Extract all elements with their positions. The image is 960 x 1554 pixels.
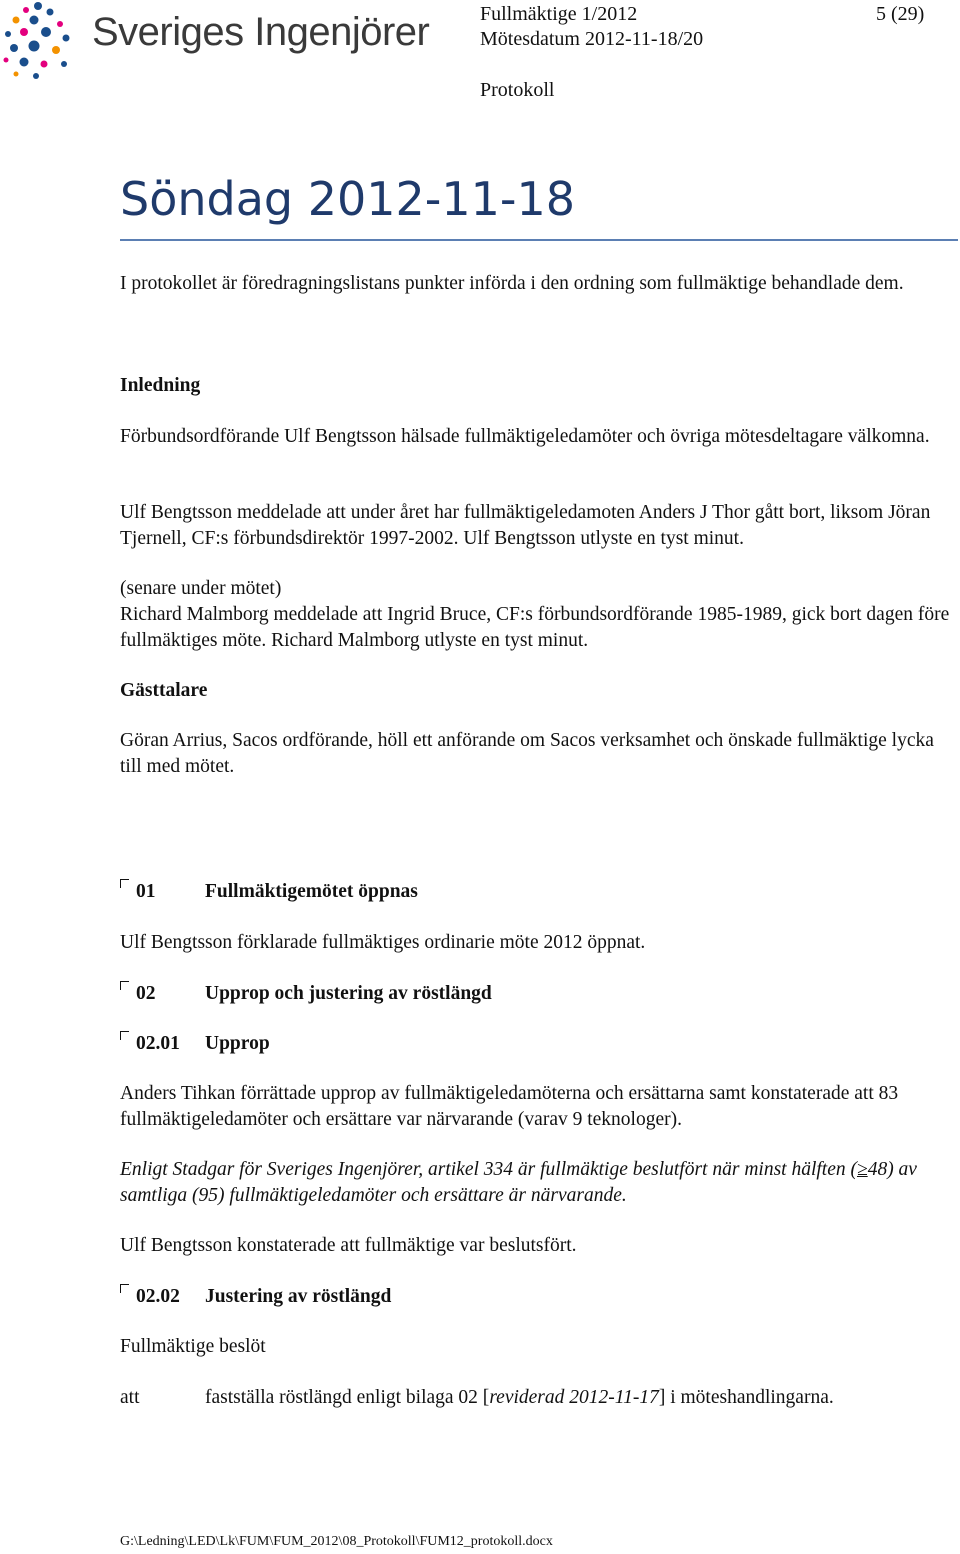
quote-text: Enligt Stadgar för Sveriges Ingenjörer, artikel 334 är fullmäktige beslutfört när minst hälften ( — [120, 1159, 857, 1180]
heading-marker — [120, 879, 129, 888]
item-number: 02.02 — [136, 1286, 180, 1307]
item-title: Upprop och justering av röstlängd — [205, 983, 492, 1004]
paragraph: Göran Arrius, Sacos ordförande, höll ett anförande om Sacos verksamhet och önskade fullmäktige lycka till med mötet. — [120, 730, 934, 777]
paragraph: Förbundsordförande Ulf Bengtsson hälsade fullmäktigeledamöter och övriga mötesdeltagare välkomna. — [120, 426, 930, 447]
decision-part: fastställa röstlängd enligt bilaga 02 [ — [205, 1387, 490, 1408]
item-number: 02 — [136, 983, 156, 1004]
quote-symbol: ≥ — [856, 1159, 868, 1180]
heading-marker — [120, 1031, 129, 1040]
document-type: Protokoll — [480, 79, 555, 101]
logo-wordmark: Sveriges Ingenjörer — [92, 10, 430, 54]
paragraph: Anders Tihkan förrättade upprop av fullmäktigeledamöterna och ersättarna samt konstaterade att 83 fullmäktigeledamöter och ersättare var närvarande (varav 9 teknologer). — [120, 1083, 899, 1130]
page-title: Söndag 2012-11-18 — [120, 172, 576, 226]
statute-quote — [120, 1157, 950, 1209]
paragraph: Ulf Bengtsson förklarade fullmäktiges ordinarie möte 2012 öppnat. — [120, 932, 646, 953]
meeting-dates: Mötesdatum 2012-11-18/20 — [480, 28, 704, 50]
decision-line — [120, 1385, 950, 1411]
intro-paragraph: I protokollet är föredragningslistans punkter införda i den ordning som fullmäktige behandlade dem. — [120, 273, 904, 294]
decision-att: att — [120, 1387, 140, 1408]
paragraph — [120, 576, 950, 654]
footer-file-path: G:\Ledning\LED\Lk\FUM\FUM_2012\08_Protokoll\FUM12_protokoll.docx — [120, 1534, 553, 1549]
item-number: 02.01 — [136, 1033, 180, 1054]
paragraph: Ulf Bengtsson meddelade att under året har fullmäktigeledamoten Anders J Thor gått bort, liksom Jöran Tjernell, CF:s förbundsdirektör 1997-2002. Ulf Bengtsson utlyste en tyst minut. — [120, 502, 931, 549]
item-title: Upprop — [205, 1033, 270, 1054]
quote-text: 48) av samtliga (95) fullmäktigeledamöter och ersättare är närvarande. — [120, 1159, 917, 1206]
item-number: 01 — [136, 881, 156, 902]
page-number: 5 (29) — [876, 3, 925, 25]
title-rule — [120, 239, 958, 241]
heading-marker — [120, 1284, 129, 1293]
decision-part: ] i möteshandlingarna. — [658, 1387, 834, 1408]
logo — [0, 0, 430, 82]
paragraph-line: (senare under mötet) — [120, 578, 282, 599]
document-id: Fullmäktige 1/2012 — [480, 3, 638, 25]
section-heading-inledning: Inledning — [120, 375, 201, 396]
logo-mark-icon — [0, 0, 90, 82]
section-heading-gasttalare: Gästtalare — [120, 680, 208, 701]
heading-marker — [120, 981, 129, 990]
item-title: Fullmäktigemötet öppnas — [205, 881, 418, 902]
item-title: Justering av röstlängd — [205, 1286, 392, 1307]
paragraph-line: Richard Malmborg meddelade att Ingrid Bruce, CF:s förbundsordförande 1985-1989, gick bort dagen före fullmäktiges möte. Richard Malmborg utlyste en tyst minut. — [120, 604, 950, 651]
decision-italic: reviderad 2012-11-17 — [489, 1387, 659, 1408]
paragraph: Ulf Bengtsson konstaterade att fullmäktige var beslutsfört. — [120, 1235, 577, 1256]
paragraph: Fullmäktige beslöt — [120, 1336, 266, 1357]
decision-text — [205, 1385, 834, 1411]
